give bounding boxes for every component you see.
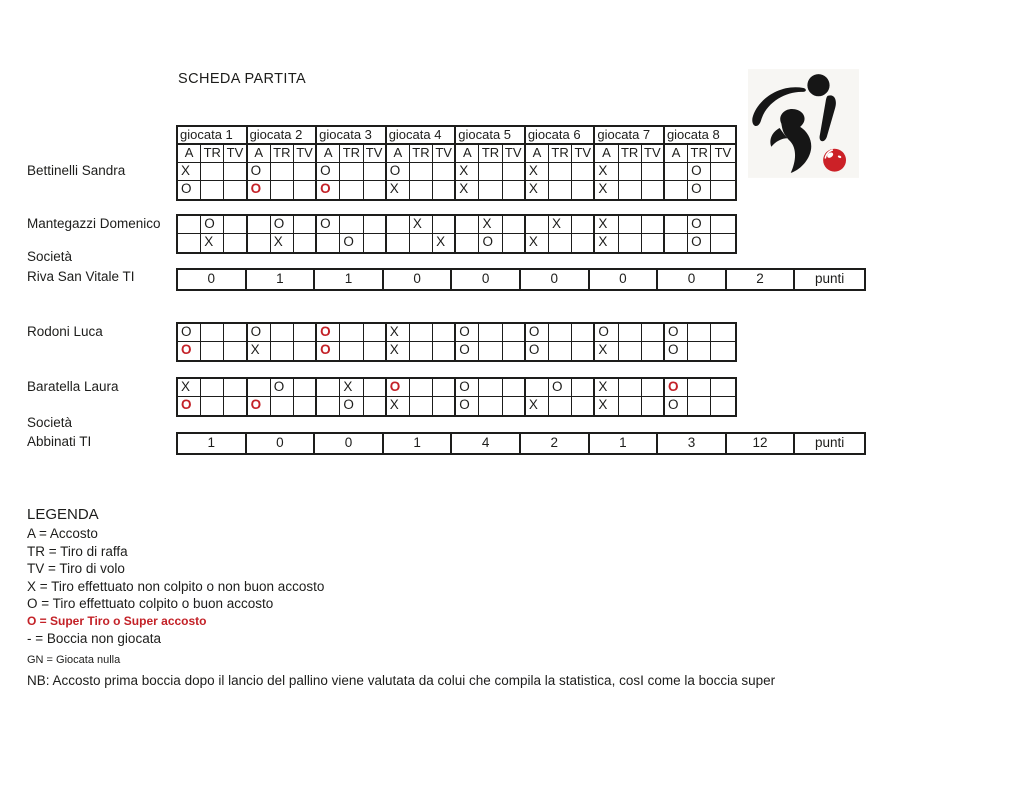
shot-type-header: A — [526, 145, 549, 163]
mark-cell — [410, 234, 433, 252]
mark-cell — [619, 379, 642, 397]
mark-cell — [224, 342, 247, 360]
mark-cell — [711, 397, 734, 415]
mark-cell: X — [248, 342, 271, 360]
mark-cell — [248, 379, 271, 397]
mark-cell — [201, 163, 224, 181]
mark-cell — [410, 181, 433, 199]
points-row-abbinati — [176, 432, 866, 455]
mark-cell — [294, 342, 317, 360]
mark-cell — [433, 216, 456, 234]
mark-cell: X — [526, 397, 549, 415]
points-cell: 0 — [590, 270, 659, 289]
page-title: SCHEDA PARTITA — [178, 71, 307, 87]
mark-cell — [364, 379, 387, 397]
mark-cell — [410, 397, 433, 415]
mark-cell: O — [526, 324, 549, 342]
mark-cell — [665, 163, 688, 181]
mark-cell — [294, 234, 317, 252]
legend-line-a: A = Accosto — [27, 526, 98, 541]
mark-cell — [317, 234, 340, 252]
mark-cell — [503, 234, 526, 252]
mark-cell: X — [410, 216, 433, 234]
mark-cell — [642, 342, 665, 360]
legend — [27, 505, 947, 690]
shot-type-header: TR — [340, 145, 363, 163]
mark-cell: X — [433, 234, 456, 252]
mark-cell — [642, 234, 665, 252]
mark-cell — [549, 342, 572, 360]
mark-cell: O — [549, 379, 572, 397]
mark-cell — [340, 181, 363, 199]
mark-cell — [294, 181, 317, 199]
mark-cell — [294, 163, 317, 181]
mark-cell: X — [178, 163, 201, 181]
mark-cell — [642, 324, 665, 342]
shot-type-header: A — [317, 145, 340, 163]
mark-cell — [387, 216, 410, 234]
mark-cell: O — [688, 181, 711, 199]
mark-cell — [572, 234, 595, 252]
shot-type-header: TV — [503, 145, 526, 163]
shot-type-header: TR — [549, 145, 572, 163]
legend-title: LEGENDA — [27, 506, 99, 523]
shot-type-header: A — [456, 145, 479, 163]
legend-line-dash: - = Boccia non giocata — [27, 630, 161, 646]
mark-cell: O — [340, 234, 363, 252]
mark-cell — [433, 342, 456, 360]
mark-cell: X — [340, 379, 363, 397]
mark-cell — [619, 181, 642, 199]
mark-cell: X — [456, 163, 479, 181]
points-label: punti — [815, 271, 845, 286]
mark-cell — [503, 397, 526, 415]
shot-type-header: TR — [479, 145, 502, 163]
mark-cell: O — [271, 216, 294, 234]
mark-cell — [642, 163, 665, 181]
mark-cell — [224, 379, 247, 397]
shot-type-header: TR — [619, 145, 642, 163]
mark-cell — [711, 324, 734, 342]
points-cell: 12 — [727, 434, 796, 453]
mark-cell — [572, 181, 595, 199]
mark-cell: O — [271, 379, 294, 397]
mark-cell: O — [387, 379, 410, 397]
mark-cell: O — [688, 234, 711, 252]
mark-cell: O — [248, 181, 271, 199]
mark-cell — [503, 342, 526, 360]
mark-cell — [224, 324, 247, 342]
mark-cell — [433, 379, 456, 397]
mark-cell — [224, 181, 247, 199]
player-name-baratella: Baratella Laura — [27, 379, 119, 394]
points-cell: 1 — [590, 434, 659, 453]
mark-cell: X — [595, 181, 618, 199]
giocata-header: giocata 6 — [526, 127, 596, 145]
giocata-header: giocata 7 — [595, 127, 665, 145]
score-grid-rodoni — [176, 322, 737, 362]
legend-line-x: X = Tiro effettuato non colpito o non buon accosto — [27, 578, 325, 594]
mark-cell: O — [665, 379, 688, 397]
mark-cell: O — [340, 397, 363, 415]
points-row-riva — [176, 268, 866, 291]
legend-line-o: O = Tiro effettuato colpito o buon accosto — [27, 596, 274, 612]
legend-line-tr: TR = Tiro di raffa — [27, 543, 128, 559]
mark-cell: O — [688, 216, 711, 234]
shot-type-header: TV — [224, 145, 247, 163]
mark-cell — [503, 379, 526, 397]
mark-cell: X — [178, 379, 201, 397]
mark-cell — [711, 234, 734, 252]
society-label-1: Società — [27, 249, 73, 264]
mark-cell — [549, 234, 572, 252]
points-cell: 0 — [521, 270, 590, 289]
mark-cell — [248, 234, 271, 252]
mark-cell: X — [456, 181, 479, 199]
points-cell: 1 — [384, 434, 453, 453]
mark-cell: X — [526, 181, 549, 199]
society-name-riva: Riva San Vitale TI — [27, 269, 135, 284]
mark-cell — [503, 324, 526, 342]
mark-cell — [688, 324, 711, 342]
points-cell: 0 — [658, 270, 727, 289]
mark-cell — [479, 342, 502, 360]
points-cell: 0 — [178, 270, 247, 289]
player-name-mantegazzi: Mantegazzi Domenico — [27, 216, 161, 231]
points-cell: 2 — [521, 434, 590, 453]
mark-cell: O — [178, 181, 201, 199]
mark-cell: O — [317, 324, 340, 342]
shot-type-header: TV — [711, 145, 734, 163]
mark-cell — [572, 342, 595, 360]
mark-cell — [642, 216, 665, 234]
mark-cell — [711, 181, 734, 199]
legend-line-gn: GN = Giocata nulla — [27, 653, 121, 666]
mark-cell — [503, 216, 526, 234]
mark-cell: O — [387, 163, 410, 181]
mark-cell — [340, 342, 363, 360]
mark-cell — [201, 181, 224, 199]
points-cell: 3 — [658, 434, 727, 453]
mark-cell — [294, 216, 317, 234]
mark-cell: O — [248, 163, 271, 181]
mark-cell: O — [248, 397, 271, 415]
points-cell: 0 — [452, 270, 521, 289]
mark-cell — [224, 216, 247, 234]
mark-cell — [479, 379, 502, 397]
mark-cell — [688, 342, 711, 360]
mark-cell: O — [456, 342, 479, 360]
mark-cell — [665, 216, 688, 234]
mark-cell: X — [595, 397, 618, 415]
mark-cell — [201, 324, 224, 342]
mark-cell: O — [456, 379, 479, 397]
mark-cell: X — [595, 234, 618, 252]
shot-type-header: TR — [410, 145, 433, 163]
mark-cell — [479, 181, 502, 199]
mark-cell — [294, 379, 317, 397]
mark-cell: O — [178, 342, 201, 360]
mark-cell: X — [549, 216, 572, 234]
mark-cell: X — [526, 234, 549, 252]
mark-cell — [317, 379, 340, 397]
mark-cell — [619, 234, 642, 252]
shot-type-header: TR — [688, 145, 711, 163]
points-cell: 4 — [452, 434, 521, 453]
points-cell: 0 — [247, 434, 316, 453]
mark-cell — [340, 324, 363, 342]
player-name-rodoni: Rodoni Luca — [27, 324, 103, 339]
points-cell: 1 — [247, 270, 316, 289]
score-grid-baratella — [176, 377, 737, 417]
shot-type-header: TV — [572, 145, 595, 163]
mark-cell: X — [595, 342, 618, 360]
mark-cell — [665, 234, 688, 252]
shot-type-header: TV — [642, 145, 665, 163]
score-grid-mantegazzi — [176, 214, 737, 254]
mark-cell — [549, 324, 572, 342]
mark-cell — [201, 379, 224, 397]
mark-cell — [364, 397, 387, 415]
mark-cell: O — [456, 324, 479, 342]
mark-cell — [619, 216, 642, 234]
mark-cell: O — [248, 324, 271, 342]
mark-cell — [433, 397, 456, 415]
mark-cell — [549, 181, 572, 199]
shot-type-header: TV — [364, 145, 387, 163]
mark-cell — [572, 397, 595, 415]
mark-cell: O — [317, 163, 340, 181]
mark-cell — [271, 342, 294, 360]
mark-cell: O — [178, 324, 201, 342]
score-grid-bettinelli — [176, 125, 737, 201]
mark-cell — [526, 379, 549, 397]
mark-cell — [364, 342, 387, 360]
mark-cell — [619, 397, 642, 415]
mark-cell — [387, 234, 410, 252]
mark-cell: O — [595, 324, 618, 342]
mark-cell: O — [456, 397, 479, 415]
mark-cell — [549, 397, 572, 415]
mark-cell — [364, 181, 387, 199]
mark-cell — [642, 181, 665, 199]
points-cell: 2 — [727, 270, 796, 289]
shot-type-header: TR — [271, 145, 294, 163]
mark-cell — [526, 216, 549, 234]
mark-cell: X — [387, 342, 410, 360]
player-name-bettinelli: Bettinelli Sandra — [27, 163, 126, 178]
legend-line-nb: NB: Accosto prima boccia dopo il lancio del pallino viene valutata da colui che compila la statistica, cosI come la boccia super — [27, 672, 776, 688]
mark-cell — [340, 163, 363, 181]
mark-cell — [410, 379, 433, 397]
mark-cell — [248, 216, 271, 234]
mark-cell — [224, 234, 247, 252]
mark-cell — [503, 181, 526, 199]
mark-cell — [503, 163, 526, 181]
mark-cell: X — [595, 379, 618, 397]
mark-cell: X — [271, 234, 294, 252]
mark-cell — [572, 163, 595, 181]
mark-cell: X — [201, 234, 224, 252]
mark-cell — [456, 234, 479, 252]
mark-cell — [410, 342, 433, 360]
mark-cell: O — [665, 342, 688, 360]
mark-cell: O — [317, 342, 340, 360]
mark-cell — [364, 234, 387, 252]
points-cell: 1 — [315, 270, 384, 289]
mark-cell — [178, 234, 201, 252]
mark-cell — [410, 163, 433, 181]
giocata-header: giocata 4 — [387, 127, 457, 145]
mark-cell — [201, 397, 224, 415]
mark-cell — [364, 163, 387, 181]
mark-cell — [224, 397, 247, 415]
shot-type-header: TV — [433, 145, 456, 163]
mark-cell: O — [317, 181, 340, 199]
mark-cell — [271, 397, 294, 415]
points-label: punti — [815, 435, 845, 450]
mark-cell: X — [526, 163, 549, 181]
giocata-header: giocata 5 — [456, 127, 526, 145]
mark-cell: X — [387, 181, 410, 199]
legend-line-super: O = Super Tiro o Super accosto — [27, 613, 207, 628]
mark-cell — [271, 324, 294, 342]
mark-cell — [410, 324, 433, 342]
mark-cell — [619, 342, 642, 360]
giocata-header: giocata 2 — [248, 127, 318, 145]
mark-cell: X — [595, 216, 618, 234]
mark-cell: O — [479, 234, 502, 252]
shot-type-header: TR — [201, 145, 224, 163]
giocata-header: giocata 3 — [317, 127, 387, 145]
mark-cell — [642, 379, 665, 397]
points-cell: 1 — [178, 434, 247, 453]
mark-cell — [711, 342, 734, 360]
giocata-header: giocata 8 — [665, 127, 735, 145]
mark-cell — [364, 216, 387, 234]
mark-cell: X — [479, 216, 502, 234]
mark-cell: O — [201, 216, 224, 234]
shot-type-header: A — [665, 145, 688, 163]
mark-cell — [711, 379, 734, 397]
shot-type-header: A — [178, 145, 201, 163]
mark-cell — [688, 397, 711, 415]
mark-cell — [271, 163, 294, 181]
mark-cell — [549, 163, 572, 181]
mark-cell — [433, 181, 456, 199]
mark-cell — [665, 181, 688, 199]
mark-cell: O — [317, 216, 340, 234]
mark-cell: O — [688, 163, 711, 181]
giocata-header: giocata 1 — [178, 127, 248, 145]
mark-cell — [433, 324, 456, 342]
mark-cell — [294, 397, 317, 415]
mark-cell — [294, 324, 317, 342]
mark-cell — [201, 342, 224, 360]
society-name-abbinati: Abbinati TI — [27, 434, 92, 449]
mark-cell — [479, 163, 502, 181]
mark-cell — [619, 163, 642, 181]
bocce-player-logo — [748, 69, 859, 178]
mark-cell — [456, 216, 479, 234]
mark-cell: O — [178, 397, 201, 415]
mark-cell — [271, 181, 294, 199]
mark-cell — [364, 324, 387, 342]
mark-cell — [619, 324, 642, 342]
mark-cell — [711, 163, 734, 181]
mark-cell: X — [595, 163, 618, 181]
mark-cell — [688, 379, 711, 397]
mark-cell — [479, 324, 502, 342]
points-cell: 0 — [384, 270, 453, 289]
bocce-player-icon — [748, 69, 859, 178]
mark-cell — [572, 216, 595, 234]
shot-type-header: A — [387, 145, 410, 163]
mark-cell — [340, 216, 363, 234]
mark-cell: O — [665, 397, 688, 415]
shot-type-header: A — [595, 145, 618, 163]
shot-type-header: A — [248, 145, 271, 163]
mark-cell — [178, 216, 201, 234]
society-label-2: Società — [27, 415, 73, 430]
mark-cell — [711, 216, 734, 234]
mark-cell — [224, 163, 247, 181]
shot-type-header: TV — [294, 145, 317, 163]
mark-cell — [572, 324, 595, 342]
mark-cell — [572, 379, 595, 397]
mark-cell: X — [387, 397, 410, 415]
points-cell: 0 — [315, 434, 384, 453]
mark-cell: O — [665, 324, 688, 342]
mark-cell — [642, 397, 665, 415]
mark-cell — [479, 397, 502, 415]
mark-cell — [433, 163, 456, 181]
mark-cell — [317, 397, 340, 415]
legend-line-tv: TV = Tiro di volo — [27, 561, 125, 577]
mark-cell: X — [387, 324, 410, 342]
mark-cell: O — [526, 342, 549, 360]
